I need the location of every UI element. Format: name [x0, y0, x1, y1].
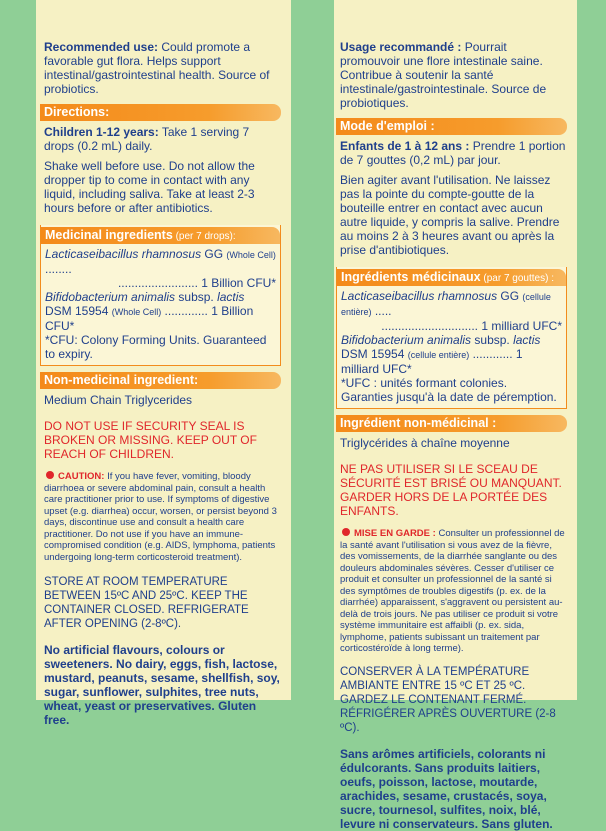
ingredient-2-dsm-fr: DSM 15954: [341, 347, 408, 361]
storage-text-fr: CONSERVER À LA TEMPÉRATURE AMBIANTE ENTRE 15 ºC ET 25 ºC. GARDEZ LE CONTENANT FERMÉ. RÉFRIGÉRER APRÈS OUVERTURE (2-8 ºC).: [340, 665, 556, 734]
nonmedicinal-text: Medium Chain Triglycerides: [44, 393, 193, 407]
storage-text: STORE AT ROOM TEMPERATURE BETWEEN 15ºC AND 25ºC. KEEP THE CONTAINER CLOSED. REFRIGERATE AFTER OPENING (2-8ºC).: [44, 576, 249, 630]
ingredient-1-strain-fr: GG: [497, 289, 523, 303]
ingredient-1-fr: [341, 289, 562, 319]
ingredient-2-lactis: lactis: [217, 290, 245, 304]
nonmedicinal-text-fr: Triglycérides à chaîne moyenne: [340, 436, 510, 450]
french-panel: [334, 0, 577, 831]
recommended-use-label-fr: Usage recommandé :: [340, 40, 462, 54]
ingredient-1-amount: ........................ 1 Billion CFU*: [117, 276, 276, 290]
allergen-text-fr: Sans arômes artificiels, colorants ni édulcorants. Sans produits laitiers, oeufs, poisson, lactose, moutarde, arachides, sesame, crustacés, soya, sucre, tournesol, sulfites, noix, blé, levure ni conservateurs. Sans gluten.: [340, 746, 553, 831]
ingredient-2-line2-fr: [341, 347, 562, 376]
medicinal-header-fr: [337, 269, 566, 286]
cfu-note: *CFU: Colony Forming Units. Guaranteed to expiry.: [45, 333, 267, 361]
ingredient-2-cell: (Whole Cell): [111, 307, 162, 317]
recommended-use-fr: [340, 40, 567, 110]
caution-text-fr: [340, 528, 567, 655]
shake-instructions-fr: Bien agiter avant l'utilisation. Ne laissez pas la pointe du compte-goutte de la bouteille entrer en contact avec aucun autre liquide, y compris la salive. Prendre au moins 2 à 3 heures avant ou après la prise d'antibiotiques.: [340, 173, 560, 257]
nonmedicinal-header: Non-medicinal ingredient:: [40, 372, 281, 389]
cfu-note-fr: *UFC : unités formant colonies. Garanties jusqu'à la date de péremption.: [341, 376, 557, 404]
children-dosage-fr: [340, 139, 567, 167]
ingredient-2-lactis-fr: lactis: [513, 333, 541, 347]
warning-dot-icon: [46, 471, 54, 479]
security-warning: DO NOT USE IF SECURITY SEAL IS BROKEN OR MISSING. KEEP OUT OF REACH OF CHILDREN.: [44, 419, 257, 461]
nonmedicinal-header-fr: Ingrédient non-médicinal :: [336, 415, 567, 432]
ingredient-2-name-fr: Bifidobacterium animalis: [341, 333, 472, 347]
english-panel: [36, 0, 291, 727]
recommended-use-text-fr: Pourrait promouvoir une flore intestinale saine. Contribue à soutenir la santé intestinale/gastrointestinale. Source de probiotiques.: [340, 40, 547, 110]
children-text: Take 1 serving 7 drops (0.2 mL) daily.: [44, 125, 250, 153]
medicinal-header-sub: (per 7 drops):: [172, 231, 236, 242]
ingredient-2-dsm: DSM 15954: [45, 304, 112, 318]
medicinal-header-sub-fr: (par 7 gouttes) :: [480, 273, 554, 284]
children-label-fr: Enfants de 1 à 12 ans :: [340, 139, 470, 153]
children-text-fr: Prendre 1 portion de 7 gouttes (0,2 mL) par jour.: [340, 139, 566, 167]
directions-header-fr: Mode d'emploi :: [336, 118, 567, 135]
ingredient-1-dots-fr: .....: [371, 304, 392, 318]
ingredient-2-name: Bifidobacterium animalis: [45, 290, 176, 304]
warning-dot-icon-fr: [342, 528, 350, 536]
ingredient-2-subsp-fr: subsp.: [471, 333, 514, 347]
security-warning-fr: NE PAS UTILISER SI LE SCEAU DE SÉCURITÉ EST BRISÉ OU MANQUANT. GARDER HORS DE LA PORTÉE DES ENFANTS.: [340, 462, 562, 518]
ingredient-1-name-fr: Lacticaseibacillus rhamnosus: [341, 289, 498, 303]
children-dosage: [44, 125, 281, 153]
ingredient-2: [45, 290, 276, 304]
medicinal-header-label-fr: Ingrédients médicinaux: [341, 270, 481, 284]
caution-label: CAUTION:: [58, 471, 105, 482]
ingredient-2-amount-fr: ............ 1 milliard UFC*: [341, 347, 523, 376]
medicinal-header-label: Medicinal ingredients: [45, 228, 173, 242]
ingredient-1: [45, 247, 276, 276]
medicinal-header: [41, 227, 280, 244]
ingredient-2-fr: [341, 333, 562, 347]
recommended-use: [44, 40, 281, 96]
caution-label-fr: MISE EN GARDE :: [354, 528, 436, 539]
ingredient-2-cell-fr: (cellule entière): [407, 350, 470, 360]
allergen-text: No artificial flavours, colours or sweeteners. No dairy, eggs, fish, lactose, mustard, peanuts, sesame, shellfish, soy, sugar, sunflower, sulphites, tree nuts, wheat, yeast or preservatives. Gluten free.: [44, 643, 280, 727]
caution-body: If you have fever, vomiting, bloody diarrhoea or severe abdominal pain, consult a health care practitioner prior to use. If symptoms of digestive upset (e.g. diarrhea) occur, worsen, or persist beyond 3 days, discontinue use and consult a health care practitioner. Do not use if you have an immune-compromised condition (e.g. AIDS, lymphoma, patients undergoing long-term corticosteroid treatment).: [44, 471, 277, 563]
ingredient-1-cell-fr: (cellule entière): [341, 292, 551, 317]
shake-instructions: Shake well before use. Do not allow the dropper tip to come in contact with any liquid, including saliva. Take at least 2-3 hours before or after antibiotics.: [44, 159, 255, 215]
ingredient-2-subsp: subsp.: [175, 290, 218, 304]
medicinal-ingredients-box: [40, 225, 281, 366]
recommended-use-text: Could promote a favorable gut flora. Helps support intestinal/gastrointestinal health. Source of probiotics.: [44, 40, 270, 96]
ingredient-1-dots: ........: [45, 262, 72, 276]
caution-text: [44, 471, 281, 563]
medicinal-ingredients-box-fr: [336, 267, 567, 409]
ingredient-1-strain: GG: [201, 247, 227, 261]
ingredient-2-line2: [45, 304, 276, 333]
recommended-use-label: Recommended use:: [44, 40, 159, 54]
children-label: Children 1-12 years:: [44, 125, 159, 139]
ingredient-2-amount: ............. 1 Billion CFU*: [45, 304, 254, 333]
caution-body-fr: Consulter un professionnel de la santé avant l'utilisation si vous avez de la fièvre, des vomissements, de la diarrhée sanglante ou des douleurs abdominales sévères. Cesser d'utiliser ce produit et consulter un professionnel de la santé si des symptômes de troubles digestifs (p. ex. de la diarrhée) apparaissent, s'aggravent ou persistent au-delà de trois jours. Ne pas utiliser ce produit si votre système immunitaire est affaibli (p. ex. sida, lymphome, patients subissant un traitement par corticostéroïde à long terme).: [340, 528, 565, 654]
ingredient-1-cell: (Whole Cell): [226, 250, 276, 260]
directions-header: Directions:: [40, 104, 281, 121]
ingredient-1-amount-fr: ............................. 1 milliard UFC*: [381, 319, 562, 333]
ingredient-1-name: Lacticaseibacillus rhamnosus: [45, 247, 202, 261]
